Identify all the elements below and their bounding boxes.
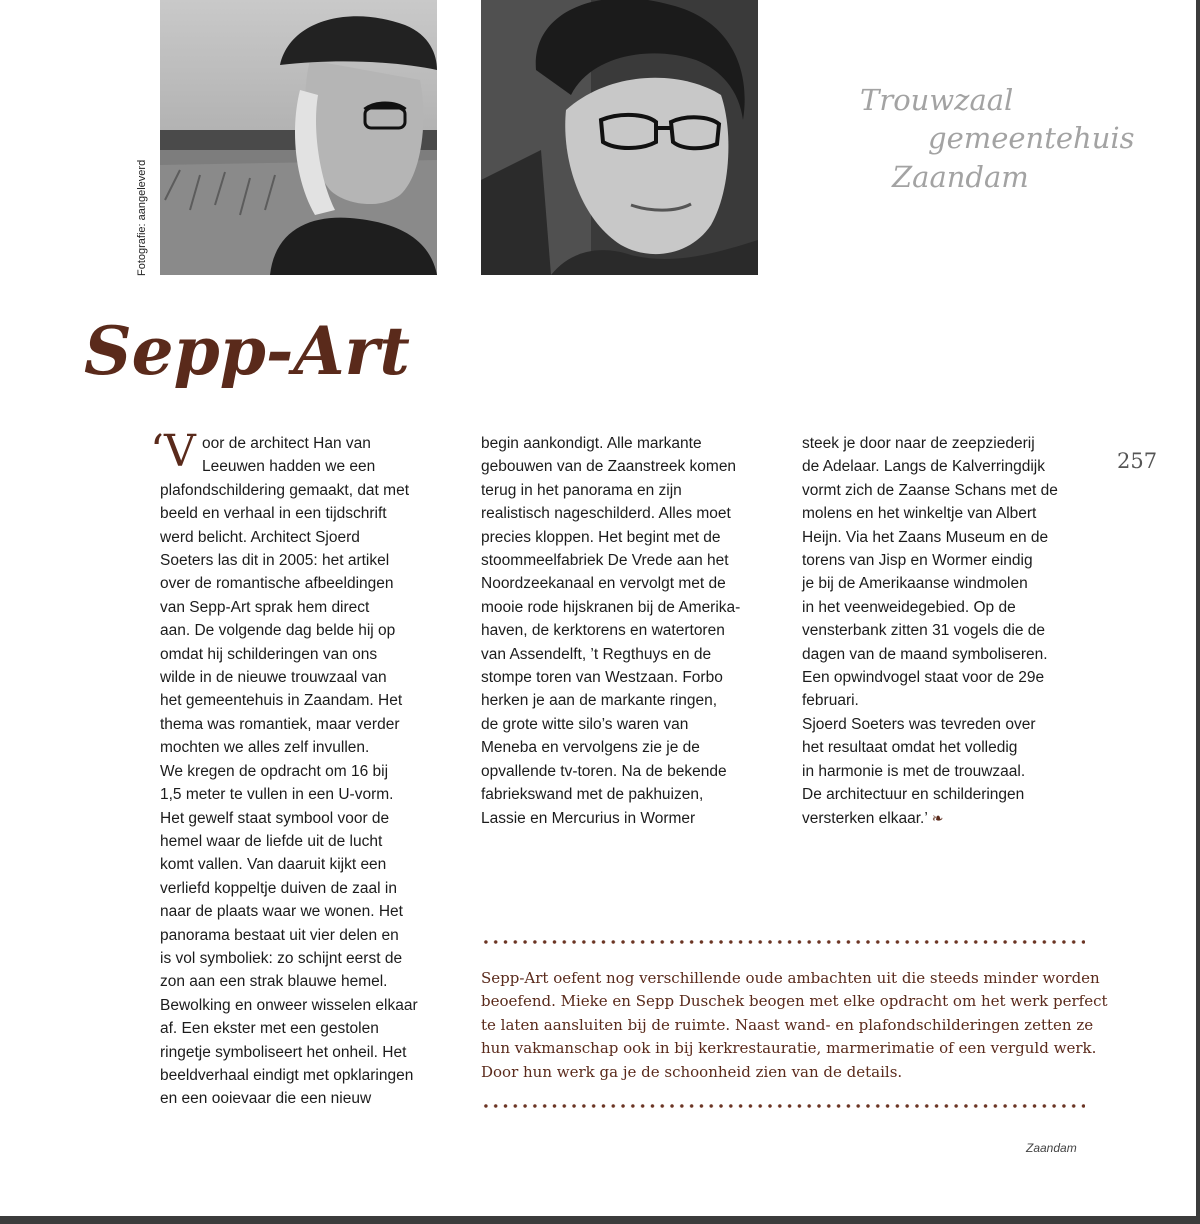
text-line: je bij de Amerikaanse windmolen — [802, 575, 1028, 593]
text-line: Een opwindvogel staat voor de 29e — [802, 669, 1045, 687]
text-line: komt vallen. Van daaruit kijkt een — [160, 856, 387, 874]
text-line: en een ooievaar die een nieuw — [160, 1090, 372, 1108]
text-line: Noordzeekanaal en vervolgt met de — [481, 575, 726, 593]
text-line: zon aan een strak blauwe hemel. — [160, 973, 388, 991]
page-footer: Zaandam — [1026, 1141, 1077, 1155]
text-line: is vol symboliek: zo schijnt eerst de — [160, 949, 403, 967]
page-number: 257 — [1117, 449, 1158, 473]
text-line: in harmonie is met de trouwzaal. — [802, 762, 1026, 780]
text-line: haven, de kerktorens en watertoren — [481, 622, 725, 640]
text-line: Soeters las dit in 2005: het artikel — [160, 552, 390, 570]
article-column-3 — [802, 432, 1092, 830]
text-line: We kregen de opdracht om 16 bij — [160, 762, 389, 780]
text-line: Sjoerd Soeters was tevreden over — [802, 715, 1036, 733]
text-line: Lassie en Mercurius in Wormer — [481, 809, 696, 827]
subtitle-line-1: Trouwzaal — [860, 83, 1014, 117]
text-line: beeld en verhaal in een tijdschrift — [160, 505, 387, 523]
text-line: herken je aan de markante ringen, — [481, 692, 718, 710]
box-line: Sepp-Art oefent nog verschillende oude ambachten uit die steeds minder worden — [481, 969, 1100, 987]
text-line: van Sepp-Art sprak hem direct — [160, 598, 370, 616]
photo-credit: Fotografie: aangeleverd — [136, 159, 148, 276]
text-line: af. Een ekster met een gestolen — [160, 1020, 379, 1038]
text-line: wilde in de nieuwe trouwzaal van — [160, 669, 387, 687]
dotted-divider-top — [481, 939, 1085, 945]
text-line: steek je door naar de zeepziederij — [802, 435, 1035, 452]
text-line: de grote witte silo’s waren van — [481, 715, 689, 733]
fleuron-end-icon: ❧ — [931, 809, 944, 826]
text-line: in het veenweidegebied. Op de — [802, 598, 1016, 616]
text-line: aan. De volgende dag belde hij op — [160, 622, 396, 640]
text-line: naar de plaats waar we wonen. Het — [160, 903, 403, 921]
text-line: realistisch nageschilderd. Alles moet — [481, 505, 731, 523]
text-line: opvallende tv-toren. Na de bekende — [481, 762, 727, 780]
subtitle-line-2: gemeentehuis — [928, 121, 1135, 155]
text-line: februari. — [802, 692, 859, 710]
text-line: de Adelaar. Langs de Kalverringdijk — [802, 458, 1045, 476]
text-line: Heijn. Via het Zaans Museum en de — [802, 528, 1049, 546]
text-line: torens van Jisp en Wormer eindig — [802, 552, 1033, 570]
text-line: beeldverhaal eindigt met opklaringen — [160, 1066, 414, 1084]
text-line: ringetje symboliseert het onheil. Het — [160, 1043, 407, 1061]
text-line: plafondschildering gemaakt, dat met — [160, 481, 410, 499]
text-line: het gemeentehuis in Zaandam. Het — [160, 692, 403, 710]
text-line: van Assendelft, ’t Regthuys en de — [481, 645, 712, 663]
text-line-last: versterken elkaar.’ — [802, 809, 928, 827]
text-line: gebouwen van de Zaanstreek komen — [481, 458, 737, 476]
text-line: precies kloppen. Het begint met de — [481, 528, 721, 546]
portrait-photo-woman — [160, 0, 437, 275]
subtitle-line-3: Zaandam — [892, 160, 1029, 194]
text-line: Bewolking en onweer wisselen elkaar — [160, 996, 418, 1014]
text-line: Leeuwen hadden we een — [202, 458, 376, 476]
box-line: hun vakmanschap ook in bij kerkrestauratie, marmerimatie of een verguld werk. — [481, 1039, 1097, 1058]
text-line: 1,5 meter te vullen in een U-vorm. — [160, 786, 394, 804]
text-line: mochten we alles zelf invullen. — [160, 739, 370, 757]
text-line: oor de architect Han van — [202, 435, 371, 452]
text-line: thema was romantiek, maar verder — [160, 715, 400, 733]
text-line: De architectuur en schilderingen — [802, 786, 1025, 804]
dotted-divider-bottom — [481, 1103, 1085, 1109]
page-edge-bottom — [0, 1216, 1200, 1224]
text-line: terug in het panorama en zijn — [481, 481, 682, 499]
text-line: werd belicht. Architect Sjoerd — [160, 528, 360, 546]
text-line: Het gewelf staat symbool voor de — [160, 809, 390, 827]
article-column-2 — [481, 432, 771, 830]
drop-cap: ‘V — [150, 426, 196, 477]
sidebar-box-text — [481, 967, 1108, 1084]
text-line: over de romantische afbeeldingen — [160, 575, 394, 593]
text-line: fabriekswand met de pakhuizen, — [481, 786, 704, 804]
text-line: vensterbank zitten 31 vogels die de — [802, 622, 1045, 640]
text-line: verliefd koppeltje duiven de zaal in — [160, 879, 397, 897]
text-line: Meneba en vervolgens zie je de — [481, 739, 700, 757]
text-line: panorama bestaat uit vier delen en — [160, 926, 399, 944]
text-line: stompe toren van Westzaan. Forbo — [481, 669, 723, 687]
box-line: beoefend. Mieke en Sepp Duschek beogen met elke opdracht om het werk perfect — [481, 992, 1108, 1011]
text-line: het resultaat omdat het volledig — [802, 739, 1018, 757]
text-line: begin aankondigt. Alle markante — [481, 435, 702, 452]
text-line: vormt zich de Zaanse Schans met de — [802, 481, 1058, 499]
text-line: hemel waar de liefde uit de lucht — [160, 832, 383, 850]
text-line — [802, 807, 1092, 830]
box-line: Door hun werk ga je de schoonheid zien van de details. — [481, 1062, 903, 1081]
text-line: dagen van de maand symboliseren. — [802, 645, 1048, 663]
text-line: mooie rode hijskranen bij de Amerika- — [481, 598, 741, 616]
text-line: omdat hij schilderingen van ons — [160, 645, 378, 663]
page-edge-right — [1196, 0, 1200, 1224]
article-title: Sepp-Art — [84, 312, 410, 390]
text-line: stoommeelfabriek De Vrede aan het — [481, 552, 729, 570]
portrait-photo-man — [481, 0, 758, 275]
text-line: molens en het winkeltje van Albert — [802, 505, 1037, 523]
article-column-1 — [160, 432, 445, 1111]
box-line: te laten aansluiten bij de ruimte. Naast wand- en plafondschilderingen zetten ze — [481, 1015, 1094, 1034]
